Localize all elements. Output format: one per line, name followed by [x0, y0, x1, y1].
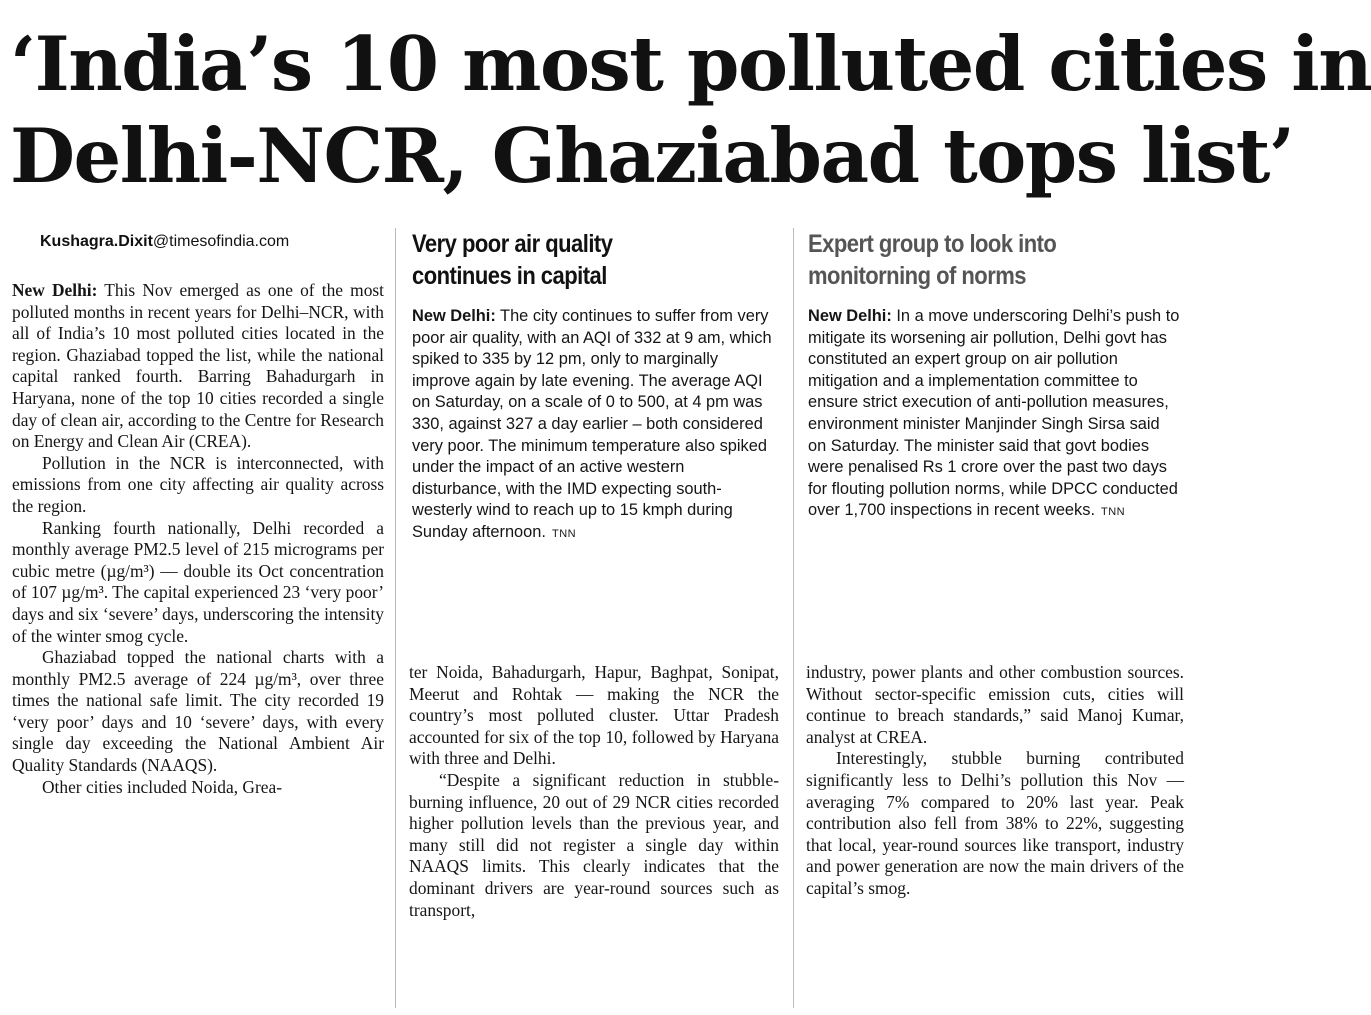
- byline: [40, 233, 289, 251]
- sidebar-air-quality-headline-line-1: Very poor air quality: [412, 230, 613, 258]
- main-story-column-1: [12, 280, 384, 798]
- headline-line-1: ‘India’s 10 most polluted cities in: [10, 20, 1371, 108]
- main-story-col3-paragraph-2: Interestingly, stubble burning contributed significantly less to Delhi’s pollution this Nov — averaging 7% compared to 20% last year. Peak contribution also fell from 38% to 22%, suggesting that local, year-round sources like transport, industry and power generation are now the main drivers of the capital’s smog.: [806, 748, 1184, 898]
- sidebar-air-quality-headline: [412, 228, 764, 292]
- sidebar-air-quality-text: The city continues to suffer from very poor air quality, with an AQI of 332 at 9 am, which spiked to 335 by 12 pm, only to marginally improve again by late evening. The average AQI on Saturday, on a scale of 0 to 500, at 4 pm was 330, against 327 a day earlier – both considered very poor. The minimum temperature also spiked under the impact of an active western disturbance, with the IMD expecting south-westerly wind to reach up to 15 kmph during Sunday afternoon.: [412, 307, 772, 541]
- sidebar-expert-group-headline-line-1: Expert group to look into: [808, 230, 1057, 258]
- sidebar-expert-group-body: [808, 306, 1180, 524]
- sidebar-air-quality-headline-line-2: continues in capital: [412, 262, 607, 290]
- headline: [0, 18, 1371, 202]
- sidebar-expert-group-tag: TNN: [1101, 506, 1126, 519]
- sidebar-air-quality-dateline: New Delhi:: [412, 307, 496, 325]
- column-divider: [395, 228, 396, 1008]
- sidebar-expert-group-dateline: New Delhi:: [808, 307, 892, 325]
- main-story-dateline: New Delhi:: [12, 280, 98, 300]
- main-story-paragraph-4: Ghaziabad topped the national charts with a monthly PM2.5 average of 224 µg/m³, over three times the national safe limit. The city recorded 19 ‘very poor’ days and 10 ‘severe’ days, with every single day exceeding the National Ambient Air Quality Standards (NAAQS).: [12, 647, 384, 776]
- sidebar-air-quality-tag: TNN: [551, 527, 577, 540]
- main-story-col2-paragraph-1: ter Noida, Bahadurgarh, Hapur, Baghpat, Sonipat, Meerut and Rohtak — making the NCR the country’s most polluted cluster. Uttar Pradesh accounted for six of the top 10, followed by Haryana with three and Delhi.: [409, 662, 779, 769]
- sidebar-expert-group-text: In a move underscoring Delhi’s push to mitigate its worsening air pollution, Delhi govt has constituted an expert group on air pollution mitigation and a implementation committee to ensure strict execution of anti-pollution measures, environment minister Manjinder Singh Sirsa said on Saturday. The minister said that govt bodies were penalised Rs 1 crore over the past two days for flouting pollution norms, while DPCC conducted over 1,700 inspections in recent weeks.: [808, 307, 1180, 520]
- main-story-paragraph-5: Other cities included Noida, Grea-: [42, 776, 282, 797]
- sidebar-expert-group: [808, 228, 1180, 524]
- sidebar-air-quality: [412, 228, 772, 546]
- main-story-column-3: [806, 662, 1184, 900]
- main-story-col3-paragraph-1: industry, power plants and other combustion sources. Without sector-specific emission cuts, cities will continue to breach standards,” said Manoj Kumar, analyst at CREA.: [806, 662, 1184, 747]
- main-story-col2-paragraph-2: “Despite a significant reduction in stubble-burning influence, 20 out of 29 NCR cities recorded higher pollution levels than the previous year, and many still did not register a single day within NAAQS limits. This clearly indicates that the dominant drivers are year-round sources such as transport,: [409, 769, 779, 920]
- sidebar-expert-group-headline: [808, 228, 1160, 292]
- sidebar-air-quality-body: [412, 306, 772, 546]
- sidebar-expert-group-headline-line-2: monitorning of norms: [808, 262, 1026, 290]
- headline-line-2: Delhi-NCR, Ghaziabad tops list’: [10, 112, 1294, 200]
- main-story-column-2: [409, 662, 779, 921]
- main-story-paragraph-1: [12, 280, 384, 453]
- main-story-paragraph-3: Ranking fourth nationally, Delhi recorded a monthly average PM2.5 level of 215 micrograms per cubic metre (µg/m³) — double its Oct concentration of 107 µg/m³. The capital experienced 23 ‘very poor’ days and six ‘severe’ days, underscoring the intensity of the winter smog cycle.: [12, 517, 384, 646]
- main-story-paragraph-2: Pollution in the NCR is interconnected, with emissions from one city affecting air quality across the region.: [12, 452, 384, 516]
- byline-name: Kushagra.Dixit: [40, 233, 153, 250]
- byline-domain: @timesofindia.com: [152, 233, 290, 250]
- column-divider: [793, 228, 794, 1008]
- main-story-paragraph-1-text: This Nov emerged as one of the most polluted months in recent years for Delhi–NCR, with all of India’s 10 most polluted cities located in the region. Ghaziabad topped the list, while the national capital ranked fourth. Barring Bahadurgarh in Haryana, none of the top 10 cities recorded a single day of clean air, according to the Centre for Research on Energy and Clean Air (CREA).: [12, 280, 384, 452]
